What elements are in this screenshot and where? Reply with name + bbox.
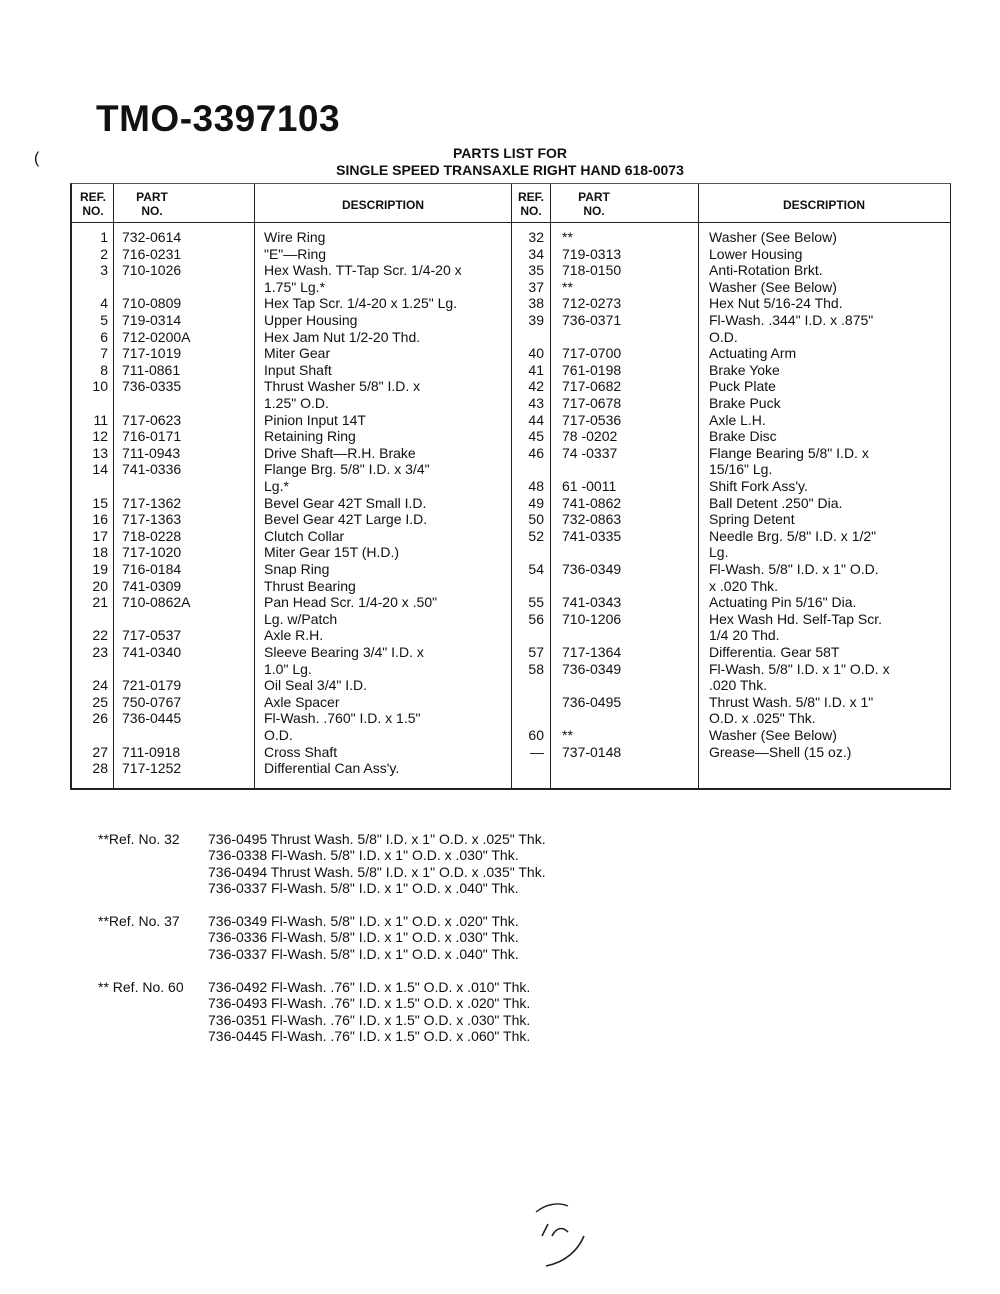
ref-cell: 58 xyxy=(528,660,544,677)
part-number-cell: 732-0614 xyxy=(122,229,182,245)
part-number-cell: 717-1363 xyxy=(122,511,182,528)
description-cell: Puck Plate xyxy=(709,378,776,395)
ref-cell: 8 xyxy=(100,361,108,378)
header-part-left: PART NO. xyxy=(136,190,168,218)
ref-cell: 52 xyxy=(528,527,544,544)
description-cell: Fl-Wash. .344" I.D. x .875" xyxy=(709,312,874,328)
description-cell: Lg.* xyxy=(264,478,289,494)
ref-cell: — xyxy=(530,743,544,760)
part-number-cell: 716-0231 xyxy=(122,245,182,262)
ref-cell: 19 xyxy=(92,561,108,577)
header-divider xyxy=(72,222,950,223)
description-cell: Flange Brg. 5/8" I.D. x 3/4" xyxy=(264,461,430,478)
parts-row xyxy=(72,661,950,678)
parts-row xyxy=(72,694,950,711)
ref-cell: 24 xyxy=(92,677,108,694)
ref-cell: 7 xyxy=(100,345,108,362)
part-number-cell: 736-0335 xyxy=(122,378,182,395)
handwritten-initials-icon xyxy=(528,1190,598,1270)
ref-cell: 41 xyxy=(528,361,544,378)
part-number-cell: 719-0313 xyxy=(562,245,622,262)
description-cell: Axle Spacer xyxy=(264,693,340,710)
ref-cell: 4 xyxy=(100,295,108,312)
footnote-text: 736-0493 Fl-Wash. .76" I.D. x 1.5" O.D. x .020" Thk. xyxy=(208,995,531,1012)
header-description-left: DESCRIPTION xyxy=(341,198,424,212)
parts-row xyxy=(72,511,950,528)
footnote-text: 736-0336 Fl-Wash. 5/8" I.D. x 1" O.D. x .030" Thk. xyxy=(208,929,519,946)
description-cell: Needle Brg. 5/8" I.D. x 1/2" xyxy=(709,527,877,544)
parts-row xyxy=(72,677,950,694)
description-cell: "E"—Ring xyxy=(264,245,327,262)
description-cell: Miter Gear 15T (H.D.) xyxy=(264,544,400,561)
header-part-right: PART NO. xyxy=(578,190,610,218)
footnote-text: 736-0338 Fl-Wash. 5/8" I.D. x 1" O.D. x .030" Thk. xyxy=(208,847,519,864)
parts-row xyxy=(72,312,950,329)
description-cell: Bevel Gear 42T Large I.D. xyxy=(264,511,428,528)
parts-row xyxy=(72,461,950,478)
part-number-cell: 741-0343 xyxy=(562,594,622,611)
description-cell: Axle L.H. xyxy=(709,411,766,428)
description-cell: Pan Head Scr. 1/4-20 x .50" xyxy=(264,594,438,611)
description-cell: Brake Puck xyxy=(709,395,781,411)
parts-row xyxy=(72,528,950,545)
footnote-label: ** Ref. No. 60 xyxy=(98,979,184,996)
description-cell: Pinion Input 14T xyxy=(264,411,366,428)
footnote-text: 736-0351 Fl-Wash. .76" I.D. x 1.5" O.D. x .030" Thk. xyxy=(208,1011,531,1028)
part-number-cell: 736-0349 xyxy=(562,660,622,677)
part-number-cell: 741-0340 xyxy=(122,644,182,660)
ref-cell: 26 xyxy=(92,710,108,727)
parts-row xyxy=(72,395,950,412)
ref-cell: 23 xyxy=(92,644,108,660)
ref-cell: 35 xyxy=(528,262,544,279)
ref-cell: 49 xyxy=(528,494,544,511)
part-number-cell: 61 -0011 xyxy=(562,478,617,494)
description-cell: Bevel Gear 42T Small I.D. xyxy=(264,494,427,511)
description-cell: .020 Thk. xyxy=(709,677,768,694)
description-cell: Thrust Wash. 5/8" I.D. x 1" xyxy=(709,693,874,710)
description-cell: Hex Wash Hd. Self-Tap Scr. xyxy=(709,610,882,627)
header-description-right: DESCRIPTION xyxy=(782,198,865,212)
description-cell: Differentia. Gear 58T xyxy=(709,644,840,660)
ref-cell: 38 xyxy=(528,295,544,312)
ref-cell: 34 xyxy=(528,245,544,262)
parts-row xyxy=(72,744,950,761)
ref-cell: 37 xyxy=(528,278,544,295)
part-number-cell: ** xyxy=(562,278,573,295)
description-cell: Differential Can Ass'y. xyxy=(264,760,400,777)
part-number-cell: 741-0335 xyxy=(562,527,622,544)
part-number-cell: 711-0918 xyxy=(122,743,181,760)
ref-cell: 13 xyxy=(92,444,108,461)
footnote-text: 736-0337 Fl-Wash. 5/8" I.D. x 1" O.D. x .040" Thk. xyxy=(208,945,519,962)
description-cell: Drive Shaft—R.H. Brake xyxy=(264,444,416,461)
part-number-cell: 718-0228 xyxy=(122,527,182,544)
description-cell: 1/4 20 Thd. xyxy=(709,627,780,644)
description-cell: Miter Gear xyxy=(264,345,331,362)
ref-cell: 28 xyxy=(92,760,108,777)
ref-cell: 42 xyxy=(528,378,544,395)
part-number-cell: 736-0371 xyxy=(562,312,622,328)
description-cell: Input Shaft xyxy=(264,361,332,378)
parts-row xyxy=(72,262,950,279)
part-number-cell: 736-0495 xyxy=(562,693,622,710)
ref-cell: 18 xyxy=(92,544,108,561)
description-cell: Clutch Collar xyxy=(264,527,345,544)
ref-cell: 54 xyxy=(528,561,544,577)
parts-row xyxy=(72,578,950,595)
description-cell: Retaining Ring xyxy=(264,428,356,445)
part-number-cell: 717-0536 xyxy=(562,411,622,428)
ref-cell: 14 xyxy=(92,461,108,478)
description-cell: Lg. w/Patch xyxy=(264,610,338,627)
part-number-cell: 718-0150 xyxy=(562,262,622,279)
ref-cell: 27 xyxy=(92,743,108,760)
part-number-cell: ** xyxy=(562,727,573,743)
parts-row xyxy=(72,611,950,628)
parts-row xyxy=(72,412,950,429)
part-number-cell: 716-0184 xyxy=(122,561,182,577)
ref-cell: 56 xyxy=(528,610,544,627)
part-number-cell: ** xyxy=(562,229,573,245)
footnote-label: **Ref. No. 37 xyxy=(98,913,180,930)
part-number-cell: 74 -0337 xyxy=(562,444,618,461)
ref-cell: 40 xyxy=(528,345,544,362)
ref-cell: 46 xyxy=(528,444,544,461)
description-cell: x .020 Thk. xyxy=(709,577,779,594)
ref-cell: 21 xyxy=(92,594,108,611)
document-title: TMO-3397103 xyxy=(96,98,341,139)
part-number-cell: 710-1206 xyxy=(562,610,622,627)
part-number-cell: 710-1026 xyxy=(122,262,182,279)
parts-row xyxy=(72,495,950,512)
part-number-cell: 719-0314 xyxy=(122,312,182,328)
parts-row xyxy=(72,362,950,379)
part-number-cell: 712-0200A xyxy=(122,328,191,345)
description-cell: Hex Wash. TT-Tap Scr. 1/4-20 x xyxy=(264,262,462,279)
ref-cell: 10 xyxy=(92,378,108,395)
description-cell: Upper Housing xyxy=(264,312,358,328)
part-number-cell: 741-0336 xyxy=(122,461,182,478)
parts-row xyxy=(72,279,950,296)
part-number-cell: 717-1362 xyxy=(122,494,182,511)
parts-row xyxy=(72,428,950,445)
parts-row xyxy=(72,594,950,611)
parts-row xyxy=(72,561,950,578)
header-ref-left: REF. NO. xyxy=(79,190,106,218)
parts-table xyxy=(70,183,951,790)
parts-row xyxy=(72,329,950,346)
ref-cell: 2 xyxy=(100,245,108,262)
part-number-cell: 741-0862 xyxy=(562,494,622,511)
part-number-cell: 717-0537 xyxy=(122,627,182,644)
ref-cell: 16 xyxy=(92,511,108,528)
part-number-cell: 712-0273 xyxy=(562,295,622,312)
parts-row xyxy=(72,229,950,246)
part-number-cell: 761-0198 xyxy=(562,361,622,378)
part-number-cell: 717-0700 xyxy=(562,345,622,362)
ref-cell: 44 xyxy=(528,411,544,428)
part-number-cell: 736-0349 xyxy=(562,561,622,577)
footnote-label: **Ref. No. 32 xyxy=(98,831,180,847)
part-number-cell: 717-0678 xyxy=(562,395,622,411)
description-cell: Shift Fork Ass'y. xyxy=(709,478,808,494)
description-cell: Thrust Washer 5/8" I.D. x xyxy=(264,378,421,395)
description-cell: Spring Detent xyxy=(709,511,795,528)
ref-cell: 15 xyxy=(92,494,108,511)
part-number-cell: 717-1364 xyxy=(562,644,622,660)
description-cell: Washer (See Below) xyxy=(709,229,837,245)
parts-row xyxy=(72,760,950,777)
description-cell: Sleeve Bearing 3/4" I.D. x xyxy=(264,644,424,660)
description-cell: Washer (See Below) xyxy=(709,278,837,295)
parts-row xyxy=(72,644,950,661)
part-number-cell: 717-0623 xyxy=(122,411,182,428)
description-cell: Washer (See Below) xyxy=(709,727,837,743)
ref-cell: 12 xyxy=(92,428,108,445)
description-cell: Hex Tap Scr. 1/4-20 x 1.25" Lg. xyxy=(264,295,458,312)
header-ref-right: REF. NO. xyxy=(517,190,544,218)
parts-row xyxy=(72,445,950,462)
footnote-text: 736-0349 Fl-Wash. 5/8" I.D. x 1" O.D. x .020" Thk. xyxy=(208,913,519,930)
ref-cell: 39 xyxy=(528,312,544,328)
ref-cell: 20 xyxy=(92,577,108,594)
ref-cell: 48 xyxy=(528,478,544,494)
description-cell: Hex Jam Nut 1/2-20 Thd. xyxy=(264,328,421,345)
description-cell: Thrust Bearing xyxy=(264,577,356,594)
description-cell: Lower Housing xyxy=(709,245,803,262)
part-number-cell: 732-0863 xyxy=(562,511,622,528)
description-cell: Brake Disc xyxy=(709,428,777,445)
footnote-text: 736-0337 Fl-Wash. 5/8" I.D. x 1" O.D. x .040" Thk. xyxy=(208,879,519,896)
description-cell: Cross Shaft xyxy=(264,743,338,760)
description-cell: O.D. x .025" Thk. xyxy=(709,710,816,727)
description-cell: 15/16" Lg. xyxy=(709,461,773,478)
footnote-text: 736-0492 Fl-Wash. .76" I.D. x 1.5" O.D. x .010" Thk. xyxy=(208,979,531,996)
ref-cell: 6 xyxy=(100,328,108,345)
part-number-cell: 750-0767 xyxy=(122,693,182,710)
part-number-cell: 737-0148 xyxy=(562,743,622,760)
footnote-text: 736-0494 Thrust Wash. 5/8" I.D. x 1" O.D. x .035" Thk. xyxy=(208,863,546,880)
ref-cell: 22 xyxy=(92,627,108,644)
parts-row xyxy=(72,378,950,395)
description-cell: Flange Bearing 5/8" I.D. x xyxy=(709,444,869,461)
heading-line-2: SINGLE SPEED TRANSAXLE RIGHT HAND 618-0073 xyxy=(336,162,684,178)
description-cell: Fl-Wash. 5/8" I.D. x 1" O.D. x xyxy=(709,660,890,677)
ref-cell: 5 xyxy=(100,312,108,328)
part-number-cell: 711-0943 xyxy=(122,444,181,461)
part-number-cell: 717-1252 xyxy=(122,760,182,777)
description-cell: Oil Seal 3/4" I.D. xyxy=(264,677,368,694)
part-number-cell: 717-0682 xyxy=(562,378,622,395)
parts-row xyxy=(72,345,950,362)
parts-row xyxy=(72,627,950,644)
parts-row xyxy=(72,478,950,495)
parts-row xyxy=(72,246,950,263)
ref-cell: 17 xyxy=(92,527,108,544)
description-cell: 1.0" Lg. xyxy=(264,660,312,677)
description-cell: 1.25" O.D. xyxy=(264,395,329,411)
part-number-cell: 710-0862A xyxy=(122,594,191,611)
parts-row xyxy=(72,544,950,561)
description-cell: Actuating Arm xyxy=(709,345,797,362)
part-number-cell: 716-0171 xyxy=(122,428,182,445)
description-cell: Axle R.H. xyxy=(264,627,324,644)
stray-mark: ( xyxy=(34,150,40,167)
ref-cell: 45 xyxy=(528,428,544,445)
parts-row xyxy=(72,727,950,744)
parts-list-heading xyxy=(250,145,770,179)
footnote-text: 736-0495 Thrust Wash. 5/8" I.D. x 1" O.D. x .025" Thk. xyxy=(208,831,546,847)
part-number-cell: 721-0179 xyxy=(122,677,182,694)
ref-cell: 43 xyxy=(528,395,544,411)
parts-row xyxy=(72,295,950,312)
heading-line-1: PARTS LIST FOR xyxy=(452,145,568,161)
description-cell: Anti-Rotation Brkt. xyxy=(709,262,823,279)
description-cell: O.D. xyxy=(709,328,738,345)
ref-cell: 25 xyxy=(92,693,108,710)
ref-cell: 57 xyxy=(528,644,544,660)
description-cell: O.D. xyxy=(264,727,293,743)
description-cell: Fl-Wash. .760" I.D. x 1.5" xyxy=(264,710,421,727)
part-number-cell: 741-0309 xyxy=(122,577,182,594)
parts-row xyxy=(72,710,950,727)
description-cell: Wire Ring xyxy=(264,229,326,245)
footnote-text: 736-0445 Fl-Wash. .76" I.D. x 1.5" O.D. x .060" Thk. xyxy=(208,1027,531,1044)
ref-cell: 32 xyxy=(528,229,544,245)
description-cell: Fl-Wash. 5/8" I.D. x 1" O.D. xyxy=(709,561,879,577)
ref-cell: 60 xyxy=(528,727,544,743)
description-cell: Hex Nut 5/16-24 Thd. xyxy=(709,295,843,312)
part-number-cell: 736-0445 xyxy=(122,710,182,727)
ref-cell: 1 xyxy=(100,229,108,245)
description-cell: Lg. xyxy=(709,544,729,561)
part-number-cell: 717-1019 xyxy=(122,345,182,362)
part-number-cell: 78 -0202 xyxy=(562,428,618,445)
description-cell: 1.75" Lg.* xyxy=(264,278,326,295)
description-cell: Brake Yoke xyxy=(709,361,780,378)
description-cell: Actuating Pin 5/16" Dia. xyxy=(709,594,857,611)
description-cell: Snap Ring xyxy=(264,561,330,577)
part-number-cell: 710-0809 xyxy=(122,295,182,312)
ref-cell: 11 xyxy=(93,411,108,428)
part-number-cell: 717-1020 xyxy=(122,544,182,561)
description-cell: Ball Detent .250" Dia. xyxy=(709,494,843,511)
ref-cell: 50 xyxy=(528,511,544,528)
part-number-cell: 711-0861 xyxy=(122,361,181,378)
ref-cell: 3 xyxy=(100,262,108,279)
ref-cell: 55 xyxy=(528,594,544,611)
description-cell: Grease—Shell (15 oz.) xyxy=(709,743,852,760)
